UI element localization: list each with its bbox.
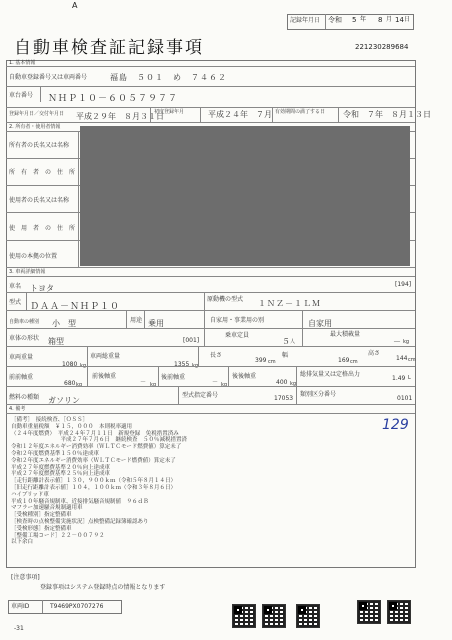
displacement-unit: L [408,375,411,381]
notice-text: 登録事項はシステム登録時点の情報となります [40,584,166,591]
body-code: [001] [183,337,200,344]
record-year-unit: 年 [360,16,367,23]
rr-label: 後後軸重 [232,373,257,380]
category-value: 0101 [397,395,413,402]
page-mark: -31 [14,625,24,632]
gross-label: 車両総重量 [90,353,121,360]
reg-number-value: 福島 ５０１ め ７４６２ [110,73,227,82]
body-value: 箱型 [48,337,64,346]
qr-code-5 [387,600,411,624]
chassis-value: ＮＨＰ１０－６０５７９７７ [48,94,179,104]
maker-value: トヨタ [30,284,54,293]
length-value: 399 [255,357,267,364]
engine-label: 原動機の型式 [207,296,244,303]
rf-value: － [212,379,219,386]
length-label: 長さ [210,352,223,359]
record-era: 令和 [328,16,342,24]
redacted-block [80,126,410,266]
height-value: 144 [396,355,408,362]
chassis-label: 車台番号 [9,92,34,99]
section-remarks-title: 4. 備考 [9,406,26,412]
section-vehicle-title: 3. 車両詳細情報 [9,269,46,275]
length-unit: cm [268,359,276,365]
corner-letter: A [72,1,78,10]
rr-unit: kg [290,381,297,387]
width-value: 169 [338,357,350,364]
gross-value: 1355 [174,361,190,368]
remark-line: 以下余白 [11,539,34,546]
first-reg-value: 平成２４年 ７月 [208,110,272,119]
remark-line: マフラー加速騒音規制適用車 [11,505,83,512]
fuel-label: 燃料の種類 [9,394,40,401]
user-name-label: 使用者の氏名又は名称 [9,197,70,204]
remark-line: 平成１０年騒音規制車、近接排気騒音規制値 ９６ｄＢ [11,498,149,505]
type-designation-value: 17053 [274,395,294,402]
model-label: 型式 [9,299,22,306]
fr-label: 前後軸重 [92,373,117,380]
issue-date-label: 登録年月日／交付年月日 [9,111,65,117]
purpose-label: 自家用・事業用の別 [210,317,265,324]
type-value: 小 型 [52,319,76,328]
remark-line: 令和１２年度エネルギー消費効率（ＷＬＴＣモード燃費値）算定未了 [11,444,182,451]
engine-value: １ＮＺ－１ＬＭ [258,299,321,308]
record-year: 5 [352,16,357,24]
ff-label: 前前軸重 [9,374,34,381]
remark-line: （２４年度燃費） 平成２４年７月１１日 新規登録 免税措置済み [11,430,179,437]
vehicle-code: [194] [395,281,412,288]
section-owner-title: 2. 所有者・使用者情報 [9,124,61,130]
maxload-value: － [393,337,401,346]
category-label: 類別区分番号 [300,391,337,398]
base-location-label: 使用の本拠の位置 [9,253,58,260]
record-date-label: 記録年月日 [290,17,321,24]
type-label: 自動車の種別 [9,319,40,325]
width-unit: cm [350,359,358,365]
record-month-unit: 月 [386,16,393,23]
body-label: 車体の形状 [9,335,40,342]
first-reg-label: 初度登録年月 [154,109,185,115]
reg-number-label: 自動車登録番号又は車両番号 [9,74,88,81]
qr-code-2 [262,604,286,628]
car-id-label: 車両ID [11,603,30,610]
remark-line: ［受検種別］指定整備車 [11,512,72,519]
remark-line: ［走行距離計表示値］１３０，９００ｋｍ（令和５年８月１４日） [11,478,177,485]
remarks-lines [11,418,311,558]
expiry-value: 令和 ７年 ８月１３日 [343,110,431,119]
user-address-label: 使 用 者 の 住 所 [9,225,76,232]
maxload-unit: kg [403,339,410,345]
issue-date-value: 平成２９年 ８月３１日 [76,112,164,121]
maker-label: 車名 [9,283,22,290]
width-label: 幅 [282,352,289,359]
owner-name-label: 所有者の氏名又は名称 [9,142,70,149]
weight-label: 車両重量 [9,354,34,361]
rf-unit: kg [221,382,228,388]
ff-unit: kg [76,382,83,388]
capacity-unit: 人 [290,339,296,345]
height-label: 高さ [368,350,381,357]
rr-value: 400 [276,379,288,386]
handwritten-number: 129 [382,417,409,433]
remark-line: 令和２年度エネルギー消費効率（ＷＬＴＣモード燃費値）算定未了 [11,457,176,464]
ff-value: 680 [64,380,76,387]
model-value: ＤＡＡ－ＮＨＰ１０ [30,302,121,312]
fuel-value: ガソリン [48,396,80,405]
displacement-value: 1.49 [392,375,406,382]
qr-code-1 [232,604,256,628]
owner-address-label: 所 有 者 の 住 所 [9,169,76,176]
purpose-value: 自家用 [308,319,332,328]
weight-value: 1080 [62,361,78,368]
remark-line: 平成２７年７月６日 継続検査 ５０％減税措置済 [11,437,188,444]
remark-line: ハイブリッド車 [11,491,49,498]
doc-number: 221230289684 [355,43,409,51]
car-id-value: T9469PX0707276 [50,603,104,610]
capacity-value: ５ [282,337,290,346]
remark-line: ［旧走行距離計表示値］１０４，１００ｋｍ（令和３年８月６日） [11,485,177,491]
remark-line: 令和２年度燃費基準１５０％達成車 [11,451,100,457]
expiry-label: 有効期間の満了する日 [275,109,326,115]
notice-title: [注意事項] [11,574,40,581]
section-basic-title: 1. 基本情報 [9,60,36,66]
use-value: 乗用 [148,319,164,328]
fr-unit: kg [150,382,157,388]
rf-label: 後前軸重 [161,374,186,381]
type-designation-label: 型式指定番号 [182,392,219,399]
capacity-label: 乗車定員 [225,332,250,339]
remark-line: 平成２７年度燃費基準２５％向上達成車 [11,471,111,478]
maxload-label: 最大積載量 [330,331,361,338]
qr-code-4 [357,600,381,624]
remark-line: 平成２７年度燃費基準２０％向上達成車 [11,464,111,471]
remark-line: 自動車重量税額 ￥１５，０００ 本則税率適用 [11,423,133,430]
record-day: 14 [395,16,404,24]
record-day-unit: 日 [404,16,411,23]
remark-line: ［受検形態］指定整備車 [11,525,72,532]
page-title: 自動車検査証記録事項 [14,38,204,58]
record-month: 8 [378,16,383,24]
displacement-label: 総排気量又は定格出力 [300,371,361,378]
remark-line: ［備考］ 接続検査、［ＯＳＳ］ [11,417,89,423]
fr-value: － [140,379,147,386]
qr-code-3 [296,604,320,628]
use-label: 用途 [130,317,143,324]
remark-line: ［検査時の点検整備実施状況］点検整備記録簿確認あり [11,519,149,525]
weight-unit: kg [80,363,87,369]
height-unit: cm [408,357,416,363]
gross-unit: kg [192,363,199,369]
remark-line: ［整備工場コード］２２－００７９２ [11,532,105,539]
